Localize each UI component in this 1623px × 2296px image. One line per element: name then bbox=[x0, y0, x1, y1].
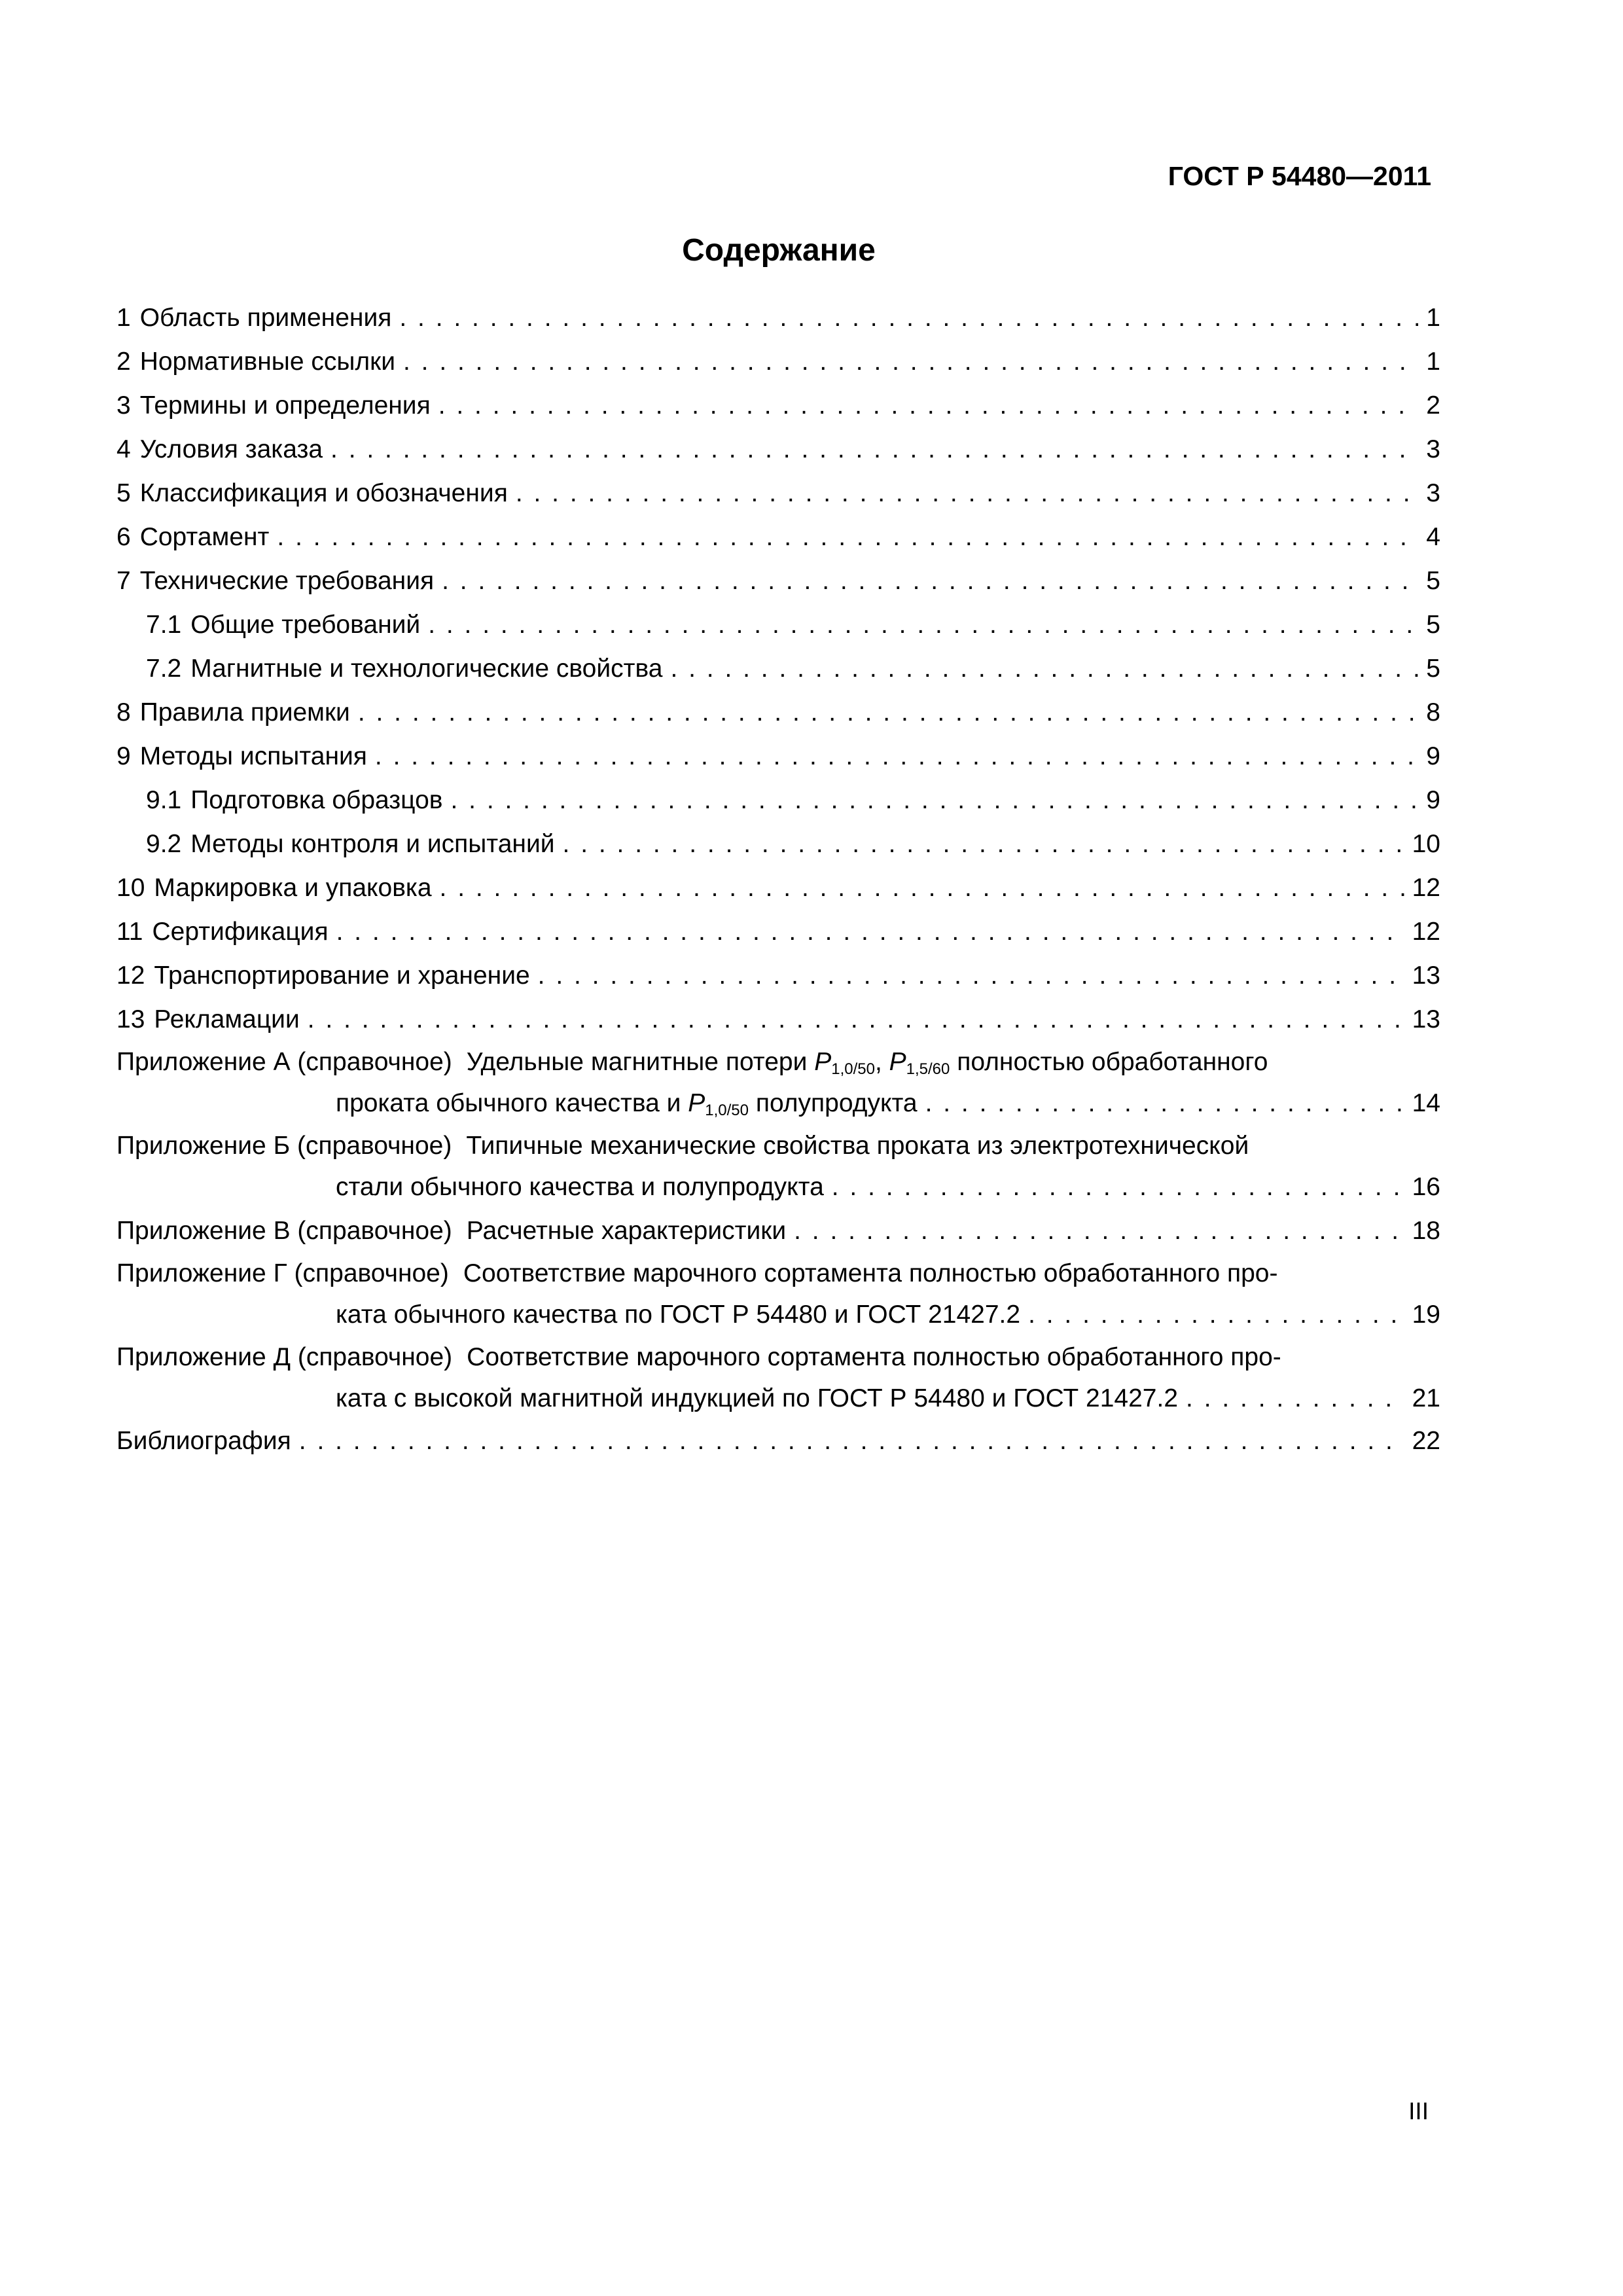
entry-title: Расчетные характеристики bbox=[466, 1217, 787, 1245]
appendix-line bbox=[116, 1378, 1440, 1419]
table-of-contents bbox=[116, 296, 1440, 1463]
toc-appendix-b[interactable] bbox=[116, 1125, 1440, 1208]
symbol-p: P bbox=[814, 1048, 832, 1076]
entry-number: 6 bbox=[116, 523, 131, 551]
appendix-title-text: ката с высокой магнитной индукцией по ГОСТ Р 54480 и ГОСТ 21427.2 bbox=[336, 1384, 1179, 1412]
dot-leader bbox=[563, 822, 1404, 866]
entry-number: 11 bbox=[116, 918, 143, 946]
symbol-p: P bbox=[688, 1089, 705, 1117]
entry-number: 7.1 bbox=[146, 611, 182, 639]
dot-leader bbox=[832, 1166, 1404, 1208]
appendix-line bbox=[116, 1336, 1440, 1378]
entry-page: 19 bbox=[1412, 1300, 1440, 1329]
page-number: III bbox=[1408, 2098, 1429, 2125]
appendix-line bbox=[116, 1125, 1440, 1166]
toc-entry[interactable] bbox=[116, 866, 1440, 910]
entry-title: Магнитные и технологические свойства bbox=[190, 655, 663, 683]
subscript: 1,0/50 bbox=[705, 1102, 749, 1119]
appendix-label: Приложение В (справочное) bbox=[116, 1217, 452, 1245]
entry-title: Рекламации bbox=[154, 1005, 300, 1033]
entry-number: 9.1 bbox=[146, 786, 182, 814]
entry-number: 4 bbox=[116, 435, 131, 463]
entry-page: 10 bbox=[1412, 830, 1440, 858]
dot-leader bbox=[438, 384, 1419, 427]
entry-title: Сортамент bbox=[139, 523, 270, 551]
entry-page: 1 bbox=[1426, 304, 1440, 332]
appendix-title-text: ката обычного качества по ГОСТ Р 54480 и ГОСТ 21427.2 bbox=[336, 1300, 1021, 1329]
toc-appendix-d[interactable] bbox=[116, 1336, 1440, 1419]
entry-number: 3 bbox=[116, 391, 131, 420]
appendix-line bbox=[116, 1083, 1440, 1124]
dot-leader bbox=[538, 954, 1404, 997]
entry-page: 13 bbox=[1412, 1005, 1440, 1033]
entry-page: 12 bbox=[1412, 918, 1440, 946]
toc-subentry[interactable] bbox=[116, 778, 1440, 822]
dot-leader bbox=[308, 997, 1404, 1041]
separator: , bbox=[874, 1048, 889, 1076]
dot-leader bbox=[399, 296, 1418, 340]
entry-page: 13 bbox=[1412, 961, 1440, 990]
entry-page: 14 bbox=[1412, 1089, 1440, 1117]
entry-page: 1 bbox=[1426, 348, 1440, 376]
toc-entry[interactable] bbox=[116, 910, 1440, 954]
toc-entry[interactable] bbox=[116, 997, 1440, 1041]
entry-page: 5 bbox=[1426, 655, 1440, 683]
dot-leader bbox=[358, 691, 1418, 734]
entry-page: 3 bbox=[1426, 479, 1440, 507]
dot-leader bbox=[1186, 1378, 1404, 1419]
toc-entry[interactable] bbox=[116, 471, 1440, 515]
appendix-label: Приложение Б (справочное) bbox=[116, 1132, 452, 1160]
entry-title: Библиография bbox=[116, 1427, 291, 1455]
toc-entry[interactable] bbox=[116, 384, 1440, 427]
toc-subentry[interactable] bbox=[116, 647, 1440, 691]
entry-title: Методы испытания bbox=[139, 742, 367, 770]
entry-number: 9 bbox=[116, 742, 131, 770]
entry-page: 9 bbox=[1426, 742, 1440, 770]
appendix-line bbox=[116, 1041, 1440, 1083]
appendix-label: Приложение Д (справочное) bbox=[116, 1343, 453, 1371]
document-code: ГОСТ Р 54480—2011 bbox=[1168, 161, 1431, 191]
toc-subentry[interactable] bbox=[116, 603, 1440, 647]
entry-page: 4 bbox=[1426, 523, 1440, 551]
dot-leader bbox=[428, 603, 1418, 647]
dot-leader bbox=[794, 1209, 1404, 1253]
dot-leader bbox=[516, 471, 1418, 515]
appendix-line bbox=[116, 1294, 1440, 1335]
entry-number: 9.2 bbox=[146, 830, 182, 858]
toc-entry[interactable] bbox=[116, 691, 1440, 734]
toc-entry[interactable] bbox=[116, 954, 1440, 997]
subscript: 1,0/50 bbox=[831, 1060, 875, 1078]
appendix-title-text: Соответствие марочного сортамента полностью обработанного про- bbox=[463, 1259, 1278, 1287]
entry-page: 8 bbox=[1426, 698, 1440, 726]
entry-title: Условия заказа bbox=[139, 435, 323, 463]
dot-leader bbox=[925, 1083, 1404, 1124]
entry-number: 1 bbox=[116, 304, 131, 332]
entry-title: Транспортирование и хранение bbox=[154, 961, 530, 990]
dot-leader bbox=[670, 647, 1418, 691]
dot-leader bbox=[299, 1419, 1404, 1463]
entry-page: 22 bbox=[1412, 1427, 1440, 1455]
entry-number: 5 bbox=[116, 479, 131, 507]
toc-title: Содержание bbox=[682, 233, 876, 268]
entry-number: 7 bbox=[116, 567, 131, 595]
appendix-line bbox=[116, 1253, 1440, 1294]
entry-page: 5 bbox=[1426, 567, 1440, 595]
entry-page: 3 bbox=[1426, 435, 1440, 463]
toc-entry[interactable] bbox=[116, 515, 1440, 559]
toc-entry[interactable] bbox=[116, 296, 1440, 340]
toc-bibliography[interactable] bbox=[116, 1419, 1440, 1463]
dot-leader bbox=[336, 910, 1404, 954]
dot-leader bbox=[440, 866, 1404, 910]
toc-appendix-g[interactable] bbox=[116, 1253, 1440, 1335]
entry-number: 12 bbox=[116, 961, 145, 990]
toc-appendix-v[interactable] bbox=[116, 1209, 1440, 1253]
appendix-line bbox=[116, 1166, 1440, 1208]
entry-title: Маркировка и упаковка bbox=[154, 874, 432, 902]
toc-entry[interactable] bbox=[116, 559, 1440, 603]
appendix-title-text: стали обычного качества и полупродукта bbox=[336, 1173, 824, 1201]
entry-title: Термины и определения bbox=[139, 391, 431, 420]
entry-number: 8 bbox=[116, 698, 131, 726]
dot-leader bbox=[442, 559, 1418, 603]
dot-leader bbox=[403, 340, 1418, 384]
entry-title: Общие требований bbox=[190, 611, 421, 639]
symbol-p: P bbox=[889, 1048, 906, 1076]
entry-page: 2 bbox=[1426, 391, 1440, 420]
entry-page: 12 bbox=[1412, 874, 1440, 902]
entry-page: 16 bbox=[1412, 1173, 1440, 1201]
appendix-title-text: полупродукта bbox=[749, 1089, 918, 1117]
entry-title: Нормативные ссылки bbox=[139, 348, 395, 376]
appendix-label: Приложение Г (справочное) bbox=[116, 1259, 449, 1287]
entry-page: 5 bbox=[1426, 611, 1440, 639]
entry-number: 7.2 bbox=[146, 655, 182, 683]
entry-page: 9 bbox=[1426, 786, 1440, 814]
appendix-title-text: проката обычного качества и bbox=[336, 1089, 688, 1117]
entry-title: Методы контроля и испытаний bbox=[190, 830, 555, 858]
toc-subentry[interactable] bbox=[116, 822, 1440, 866]
toc-entry[interactable] bbox=[116, 734, 1440, 778]
subscript: 1,5/60 bbox=[906, 1060, 950, 1078]
appendix-label: Приложение А (справочное) bbox=[116, 1048, 452, 1076]
entry-number: 2 bbox=[116, 348, 131, 376]
dot-leader bbox=[277, 515, 1418, 559]
entry-title: Сертификация bbox=[152, 918, 329, 946]
appendix-title-text: Типичные механические свойства проката из электротехнической bbox=[466, 1132, 1249, 1160]
entry-title: Правила приемки bbox=[139, 698, 350, 726]
dot-leader bbox=[330, 427, 1418, 471]
toc-entry[interactable] bbox=[116, 427, 1440, 471]
entry-number: 10 bbox=[116, 874, 145, 902]
entry-title: Технические требования bbox=[139, 567, 435, 595]
toc-appendix-a[interactable] bbox=[116, 1041, 1440, 1124]
toc-entry[interactable] bbox=[116, 340, 1440, 384]
entry-page: 21 bbox=[1412, 1384, 1440, 1412]
entry-title: Классификация и обозначения bbox=[139, 479, 508, 507]
entry-title: Область применения bbox=[139, 304, 392, 332]
entry-title: Подготовка образцов bbox=[190, 786, 443, 814]
entry-page: 18 bbox=[1412, 1217, 1440, 1245]
dot-leader bbox=[1028, 1294, 1404, 1335]
entry-number: 13 bbox=[116, 1005, 145, 1033]
dot-leader bbox=[375, 734, 1418, 778]
appendix-title-text: Соответствие марочного сортамента полностью обработанного про- bbox=[467, 1343, 1281, 1371]
appendix-title-text: Удельные магнитные потери bbox=[466, 1048, 815, 1076]
appendix-title-text: полностью обработанного bbox=[950, 1048, 1268, 1076]
dot-leader bbox=[450, 778, 1418, 822]
